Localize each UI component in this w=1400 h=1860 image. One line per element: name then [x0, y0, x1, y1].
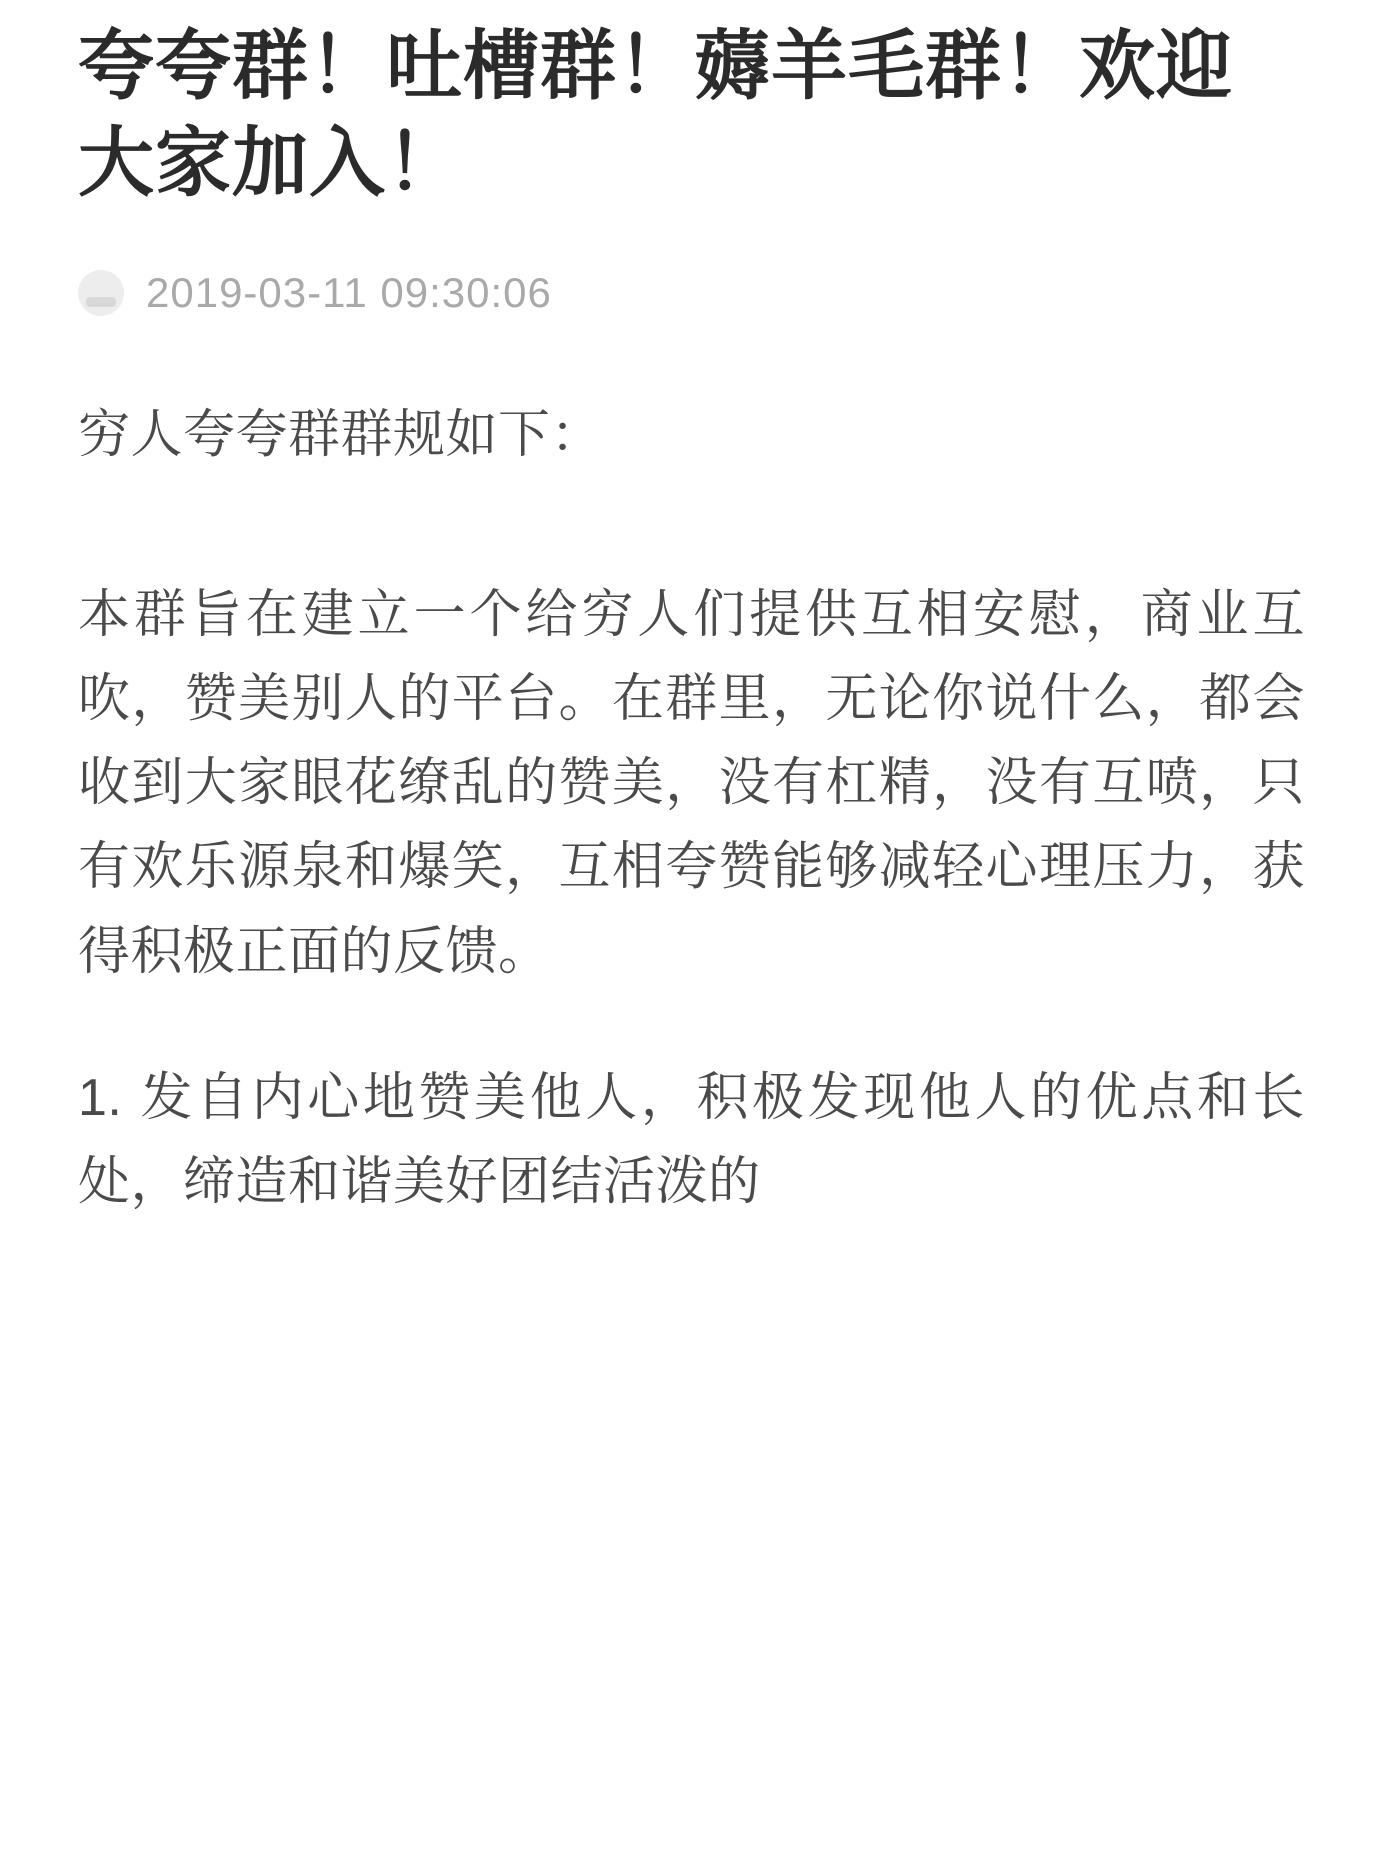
- avatar: [78, 270, 124, 316]
- article-body: [78, 393, 1305, 1225]
- body-paragraph: 1. 发自内心地赞美他人，积极发现他人的优点和长处，缔造和谐美好团结活泼的: [78, 1068, 1305, 1212]
- publish-timestamp: 2019-03-11 09:30:06: [146, 268, 552, 316]
- body-paragraph: 本群旨在建立一个给穷人们提供互相安慰，商业互吹，赞美别人的平台。在群里，无论你说什么，都会收到大家眼花缭乱的赞美，没有杠精，没有互喷，只有欢乐源泉和爆笑，互相夸赞能够减轻心理压力，获得积极正面的反馈。: [78, 585, 1305, 981]
- article-meta: [78, 265, 1305, 321]
- page-title: 夸夸群！吐槽群！薅羊毛群！欢迎大家加入！: [78, 24, 1233, 207]
- body-paragraph: 穷人夸夸群群规如下：: [78, 405, 604, 464]
